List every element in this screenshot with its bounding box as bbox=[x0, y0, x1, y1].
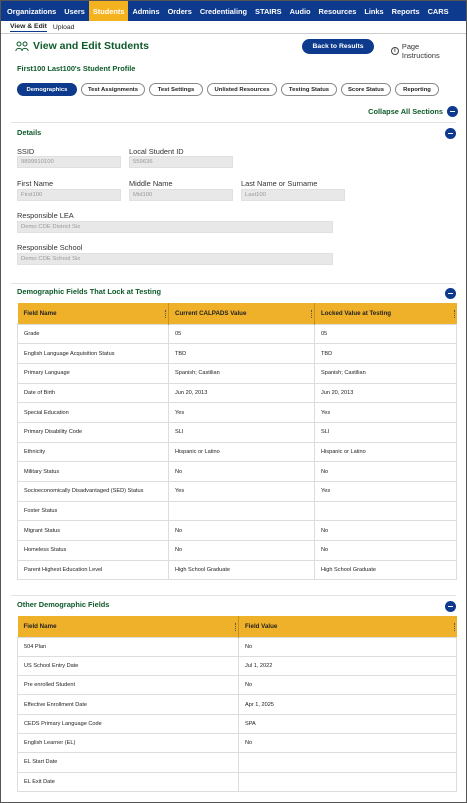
responsible-school-label: Responsible School bbox=[17, 243, 83, 252]
table-row bbox=[18, 695, 457, 714]
field-name-cell: US School Entry Date bbox=[18, 656, 239, 675]
current-value-cell: Hispanic or Latino bbox=[169, 442, 315, 462]
subnav-view-edit[interactable]: View & Edit bbox=[10, 22, 47, 30]
field-name-cell: Military Status bbox=[18, 462, 169, 482]
locked-value-cell: Yes bbox=[315, 403, 457, 423]
field-name-cell: Pre enrolled Student bbox=[18, 676, 239, 695]
field-name-cell: Homeless Status bbox=[18, 541, 169, 561]
nav-cars[interactable]: CARS bbox=[427, 6, 449, 16]
field-name-cell: 504 Plan bbox=[18, 637, 239, 656]
field-name-cell: Primary Disability Code bbox=[18, 422, 169, 442]
tab-score-status[interactable]: Score Status bbox=[341, 83, 391, 96]
field-name-cell: Grade bbox=[18, 324, 169, 344]
table-row bbox=[18, 753, 457, 772]
table-row bbox=[18, 422, 457, 442]
field-value-cell bbox=[239, 772, 457, 791]
nav-orders[interactable]: Orders bbox=[167, 6, 192, 16]
other-fields-section-title: Other Demographic Fields bbox=[17, 600, 110, 609]
table-row bbox=[18, 772, 457, 791]
column-header[interactable]: Field Value bbox=[239, 616, 457, 637]
ssid-label: SSID bbox=[17, 147, 35, 156]
locked-value-cell: High School Graduate bbox=[315, 560, 457, 580]
middle-name-label: Middle Name bbox=[129, 179, 173, 188]
collapse-all-sections[interactable] bbox=[368, 106, 458, 117]
student-profile-title: First100 Last100's Student Profile bbox=[17, 64, 136, 73]
current-value-cell: TBD bbox=[169, 344, 315, 364]
locked-fields-collapse-icon[interactable] bbox=[445, 288, 456, 299]
table-row bbox=[18, 462, 457, 482]
nav-reports[interactable]: Reports bbox=[391, 6, 420, 16]
locked-value-cell: No bbox=[315, 521, 457, 541]
table-row bbox=[18, 403, 457, 423]
field-value-cell: Apr 1, 2025 bbox=[239, 695, 457, 714]
tab-demographics[interactable]: Demographics bbox=[17, 83, 77, 96]
locked-value-cell: Spanish; Castilian bbox=[315, 363, 457, 383]
users-icon bbox=[15, 41, 29, 52]
locked-value-cell: SLI bbox=[315, 422, 457, 442]
responsible-lea-field: Demo CDE District Six bbox=[17, 221, 333, 233]
table-row bbox=[18, 442, 457, 462]
column-resize-handle[interactable] bbox=[454, 623, 455, 631]
table-row bbox=[18, 733, 457, 752]
table-row bbox=[18, 501, 457, 521]
ssid-field: 9899910100 bbox=[17, 156, 121, 168]
locked-fields-section-title: Demographic Fields That Lock at Testing bbox=[17, 287, 162, 296]
page-title bbox=[15, 40, 149, 52]
nav-users[interactable]: Users bbox=[64, 6, 85, 16]
field-value-cell: Jul 1, 2022 bbox=[239, 656, 457, 675]
column-header[interactable]: Current CALPADS Value bbox=[169, 303, 315, 324]
nav-students[interactable]: Students bbox=[89, 1, 129, 21]
current-value-cell: Yes bbox=[169, 403, 315, 423]
table-row bbox=[18, 324, 457, 344]
locked-value-cell: Jun 20, 2013 bbox=[315, 383, 457, 403]
table-row bbox=[18, 656, 457, 675]
first-name-field: First100 bbox=[17, 189, 121, 201]
current-value-cell: Spanish; Castilian bbox=[169, 363, 315, 383]
locked-value-cell: Hispanic or Latino bbox=[315, 442, 457, 462]
field-value-cell bbox=[239, 753, 457, 772]
table-row bbox=[18, 521, 457, 541]
current-value-cell: Jun 20, 2013 bbox=[169, 383, 315, 403]
tab-test-settings[interactable]: Test Settings bbox=[149, 83, 203, 96]
table-row bbox=[18, 482, 457, 502]
responsible-lea-label: Responsible LEA bbox=[17, 211, 74, 220]
current-value-cell: No bbox=[169, 521, 315, 541]
current-value-cell bbox=[169, 501, 315, 521]
table-row bbox=[18, 560, 457, 580]
nav-audio[interactable]: Audio bbox=[289, 6, 311, 16]
locked-fields-table bbox=[17, 303, 457, 580]
table-header-row bbox=[18, 303, 457, 324]
page-header bbox=[15, 38, 458, 58]
divider bbox=[11, 283, 456, 284]
field-name-cell: English Language Acquisition Status bbox=[18, 344, 169, 364]
field-name-cell: EL Start Date bbox=[18, 753, 239, 772]
locked-value-cell bbox=[315, 501, 457, 521]
back-to-results-button[interactable]: Back to Results bbox=[302, 39, 374, 54]
page-instructions-label: Page Instructions bbox=[401, 42, 440, 60]
local-id-field: 559636 bbox=[129, 156, 233, 168]
last-name-label: Last Name or Surname bbox=[241, 179, 318, 188]
table-row bbox=[18, 714, 457, 733]
details-section-title: Details bbox=[17, 128, 42, 137]
field-name-cell: Special Education bbox=[18, 403, 169, 423]
field-value-cell: SPA bbox=[239, 714, 457, 733]
subnav-upload[interactable]: Upload bbox=[52, 23, 75, 31]
column-resize-handle[interactable] bbox=[454, 310, 455, 318]
middle-name-field: Mid100 bbox=[129, 189, 233, 201]
other-fields-collapse-icon[interactable] bbox=[445, 601, 456, 612]
table-row bbox=[18, 541, 457, 561]
column-header[interactable]: Field Name bbox=[18, 616, 239, 637]
field-name-cell: CEDS Primary Language Code bbox=[18, 714, 239, 733]
field-name-cell: Parent Highest Education Level bbox=[18, 560, 169, 580]
field-name-cell: Migrant Status bbox=[18, 521, 169, 541]
details-collapse-icon[interactable] bbox=[445, 128, 456, 139]
locked-value-cell: Yes bbox=[315, 482, 457, 502]
table-row bbox=[18, 637, 457, 656]
table-row bbox=[18, 676, 457, 695]
first-name-label: First Name bbox=[17, 179, 54, 188]
collapse-all-label: Collapse All Sections bbox=[368, 107, 443, 116]
locked-value-cell: No bbox=[315, 462, 457, 482]
field-name-cell: Effective Enrollment Date bbox=[18, 695, 239, 714]
field-name-cell: Primary Language bbox=[18, 363, 169, 383]
current-value-cell: 05 bbox=[169, 324, 315, 344]
divider bbox=[11, 122, 456, 123]
field-name-cell: EL Exit Date bbox=[18, 772, 239, 791]
top-nav bbox=[1, 1, 466, 21]
collapse-all-minus-icon[interactable] bbox=[447, 106, 458, 117]
sub-nav bbox=[1, 21, 466, 34]
tab-reporting[interactable]: Reporting bbox=[395, 83, 439, 96]
table-row bbox=[18, 363, 457, 383]
profile-tabs bbox=[17, 83, 443, 96]
tab-testing-status[interactable]: Testing Status bbox=[281, 83, 337, 96]
column-resize-handle[interactable] bbox=[235, 623, 236, 631]
table-row bbox=[18, 344, 457, 364]
field-value-cell: No bbox=[239, 637, 457, 656]
column-header[interactable]: Field Name bbox=[18, 303, 169, 324]
locked-value-cell: No bbox=[315, 541, 457, 561]
current-value-cell: Yes bbox=[169, 482, 315, 502]
nav-credentialing[interactable]: Credentialing bbox=[199, 6, 248, 16]
locked-value-cell: 05 bbox=[315, 324, 457, 344]
nav-links[interactable]: Links bbox=[364, 6, 384, 16]
table-header-row bbox=[18, 616, 457, 637]
tab-test-assignments[interactable]: Test Assignments bbox=[81, 83, 145, 96]
field-value-cell: No bbox=[239, 676, 457, 695]
nav-stairs[interactable]: STAIRS bbox=[255, 6, 282, 16]
column-header[interactable]: Locked Value at Testing bbox=[315, 303, 457, 324]
table-row bbox=[18, 383, 457, 403]
page-instructions-link[interactable] bbox=[391, 42, 458, 60]
field-name-cell: Socioeconomically Disadvantaged (SED) Status bbox=[18, 482, 169, 502]
nav-admins[interactable]: Admins bbox=[132, 6, 160, 16]
last-name-field: Last100 bbox=[241, 189, 345, 201]
field-value-cell: No bbox=[239, 733, 457, 752]
other-fields-table bbox=[17, 616, 457, 792]
current-value-cell: High School Graduate bbox=[169, 560, 315, 580]
local-id-label: Local Student ID bbox=[129, 147, 184, 156]
current-value-cell: No bbox=[169, 541, 315, 561]
column-resize-handle[interactable] bbox=[311, 310, 312, 318]
field-name-cell: Ethnicity bbox=[18, 442, 169, 462]
responsible-school-field: Demo CDE School Six bbox=[17, 253, 333, 265]
field-name-cell: Foster Status bbox=[18, 501, 169, 521]
info-icon: i bbox=[391, 47, 399, 55]
field-name-cell: Date of Birth bbox=[18, 383, 169, 403]
tab-unlisted-resources[interactable]: Unlisted Resources bbox=[207, 83, 277, 96]
current-value-cell: No bbox=[169, 462, 315, 482]
current-value-cell: SLI bbox=[169, 422, 315, 442]
page-title-text: View and Edit Students bbox=[33, 40, 149, 52]
locked-value-cell: TBD bbox=[315, 344, 457, 364]
nav-resources[interactable]: Resources bbox=[318, 6, 357, 16]
nav-organizations[interactable]: Organizations bbox=[7, 6, 57, 16]
field-name-cell: English Learner (EL) bbox=[18, 733, 239, 752]
column-resize-handle[interactable] bbox=[165, 310, 166, 318]
divider bbox=[11, 595, 456, 596]
